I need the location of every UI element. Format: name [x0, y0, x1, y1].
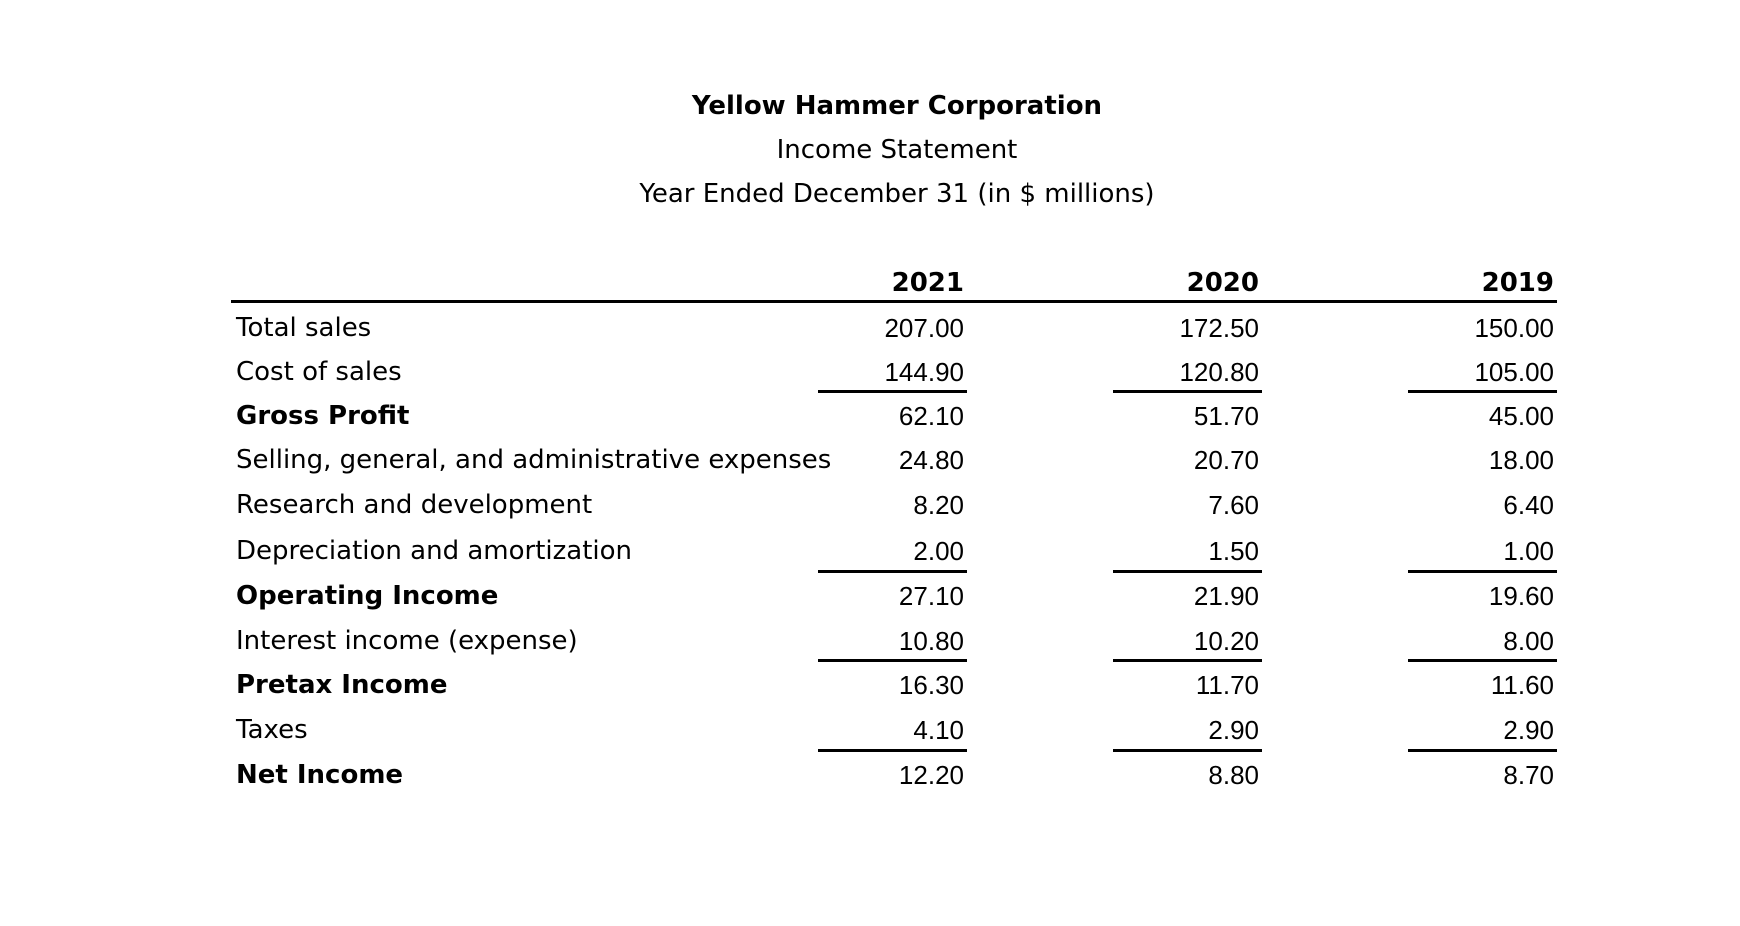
- row-value-2021: 16.30: [898, 670, 964, 700]
- subtotal-rule: [818, 659, 967, 662]
- subtotal-rule: [1113, 749, 1262, 752]
- row-value-2020: 20.70: [1193, 445, 1259, 475]
- subtotal-rule: [1408, 659, 1557, 662]
- subtotal-rule: [1408, 749, 1557, 752]
- table-row: [0, 623, 1740, 659]
- row-value-2020: 7.60: [1208, 490, 1259, 520]
- row-label: Research and development: [236, 490, 593, 520]
- row-value-2019: 150.00: [1474, 313, 1554, 343]
- row-label: Interest income (expense): [236, 626, 578, 656]
- row-value-2020: 120.80: [1179, 357, 1259, 387]
- header-rule: [231, 300, 1557, 303]
- table-row: [0, 757, 1740, 793]
- row-value-2020: 8.80: [1208, 760, 1259, 790]
- row-value-2020: 2.90: [1208, 715, 1259, 745]
- row-label: Gross Profit: [236, 401, 410, 431]
- table-row: [0, 533, 1740, 569]
- table-row: [0, 442, 1740, 478]
- table-row: [0, 578, 1740, 614]
- table-row: [0, 354, 1740, 390]
- row-value-2019: 105.00: [1474, 357, 1554, 387]
- table-row: [0, 487, 1740, 523]
- row-value-2021: 24.80: [898, 445, 964, 475]
- row-value-2021: 62.10: [898, 401, 964, 431]
- table-row: [0, 310, 1740, 346]
- row-value-2019: 19.60: [1488, 581, 1554, 611]
- table-header-row: [0, 265, 1740, 301]
- row-value-2021: 10.80: [898, 626, 964, 656]
- row-value-2019: 45.00: [1488, 401, 1554, 431]
- row-label: Taxes: [236, 715, 308, 745]
- row-label: Operating Income: [236, 581, 499, 611]
- row-value-2019: 8.70: [1503, 760, 1554, 790]
- row-label: Net Income: [236, 760, 404, 790]
- row-label: Selling, general, and administrative expenses: [236, 445, 832, 475]
- table-row: [0, 398, 1740, 434]
- row-value-2019: 2.90: [1503, 715, 1554, 745]
- statement-title: Income Statement: [776, 135, 1018, 165]
- row-value-2019: 6.40: [1503, 490, 1554, 520]
- subtotal-rule: [1408, 390, 1557, 393]
- row-value-2021: 8.20: [913, 490, 964, 520]
- table-row: [0, 712, 1740, 748]
- row-value-2020: 51.70: [1193, 401, 1259, 431]
- subtotal-rule: [818, 570, 967, 573]
- subtotal-rule: [1113, 390, 1262, 393]
- row-value-2021: 4.10: [913, 715, 964, 745]
- row-value-2020: 21.90: [1193, 581, 1259, 611]
- row-value-2020: 11.70: [1195, 670, 1259, 700]
- subtotal-rule: [818, 749, 967, 752]
- year-header-2019: 2019: [1481, 268, 1554, 298]
- subtotal-rule: [1408, 570, 1557, 573]
- row-value-2020: 10.20: [1193, 626, 1259, 656]
- statement-period: Year Ended December 31 (in $ millions): [639, 179, 1155, 209]
- company-name: Yellow Hammer Corporation: [691, 91, 1103, 121]
- row-label: Pretax Income: [236, 670, 448, 700]
- year-header-2021: 2021: [891, 268, 964, 298]
- row-label: Total sales: [236, 313, 372, 343]
- row-value-2021: 207.00: [884, 313, 964, 343]
- row-value-2019: 11.60: [1490, 670, 1554, 700]
- subtotal-rule: [818, 390, 967, 393]
- row-value-2021: 144.90: [884, 357, 964, 387]
- row-value-2021: 2.00: [913, 536, 964, 566]
- row-value-2020: 172.50: [1179, 313, 1259, 343]
- row-value-2019: 18.00: [1488, 445, 1554, 475]
- row-value-2021: 27.10: [898, 581, 964, 611]
- table-row: [0, 667, 1740, 703]
- year-header-2020: 2020: [1186, 268, 1259, 298]
- row-label: Cost of sales: [236, 357, 402, 387]
- subtotal-rule: [1113, 659, 1262, 662]
- row-value-2019: 1.00: [1503, 536, 1554, 566]
- row-value-2019: 8.00: [1503, 626, 1554, 656]
- subtotal-rule: [1113, 570, 1262, 573]
- row-value-2020: 1.50: [1208, 536, 1259, 566]
- row-label: Depreciation and amortization: [236, 536, 632, 566]
- row-value-2021: 12.20: [898, 760, 964, 790]
